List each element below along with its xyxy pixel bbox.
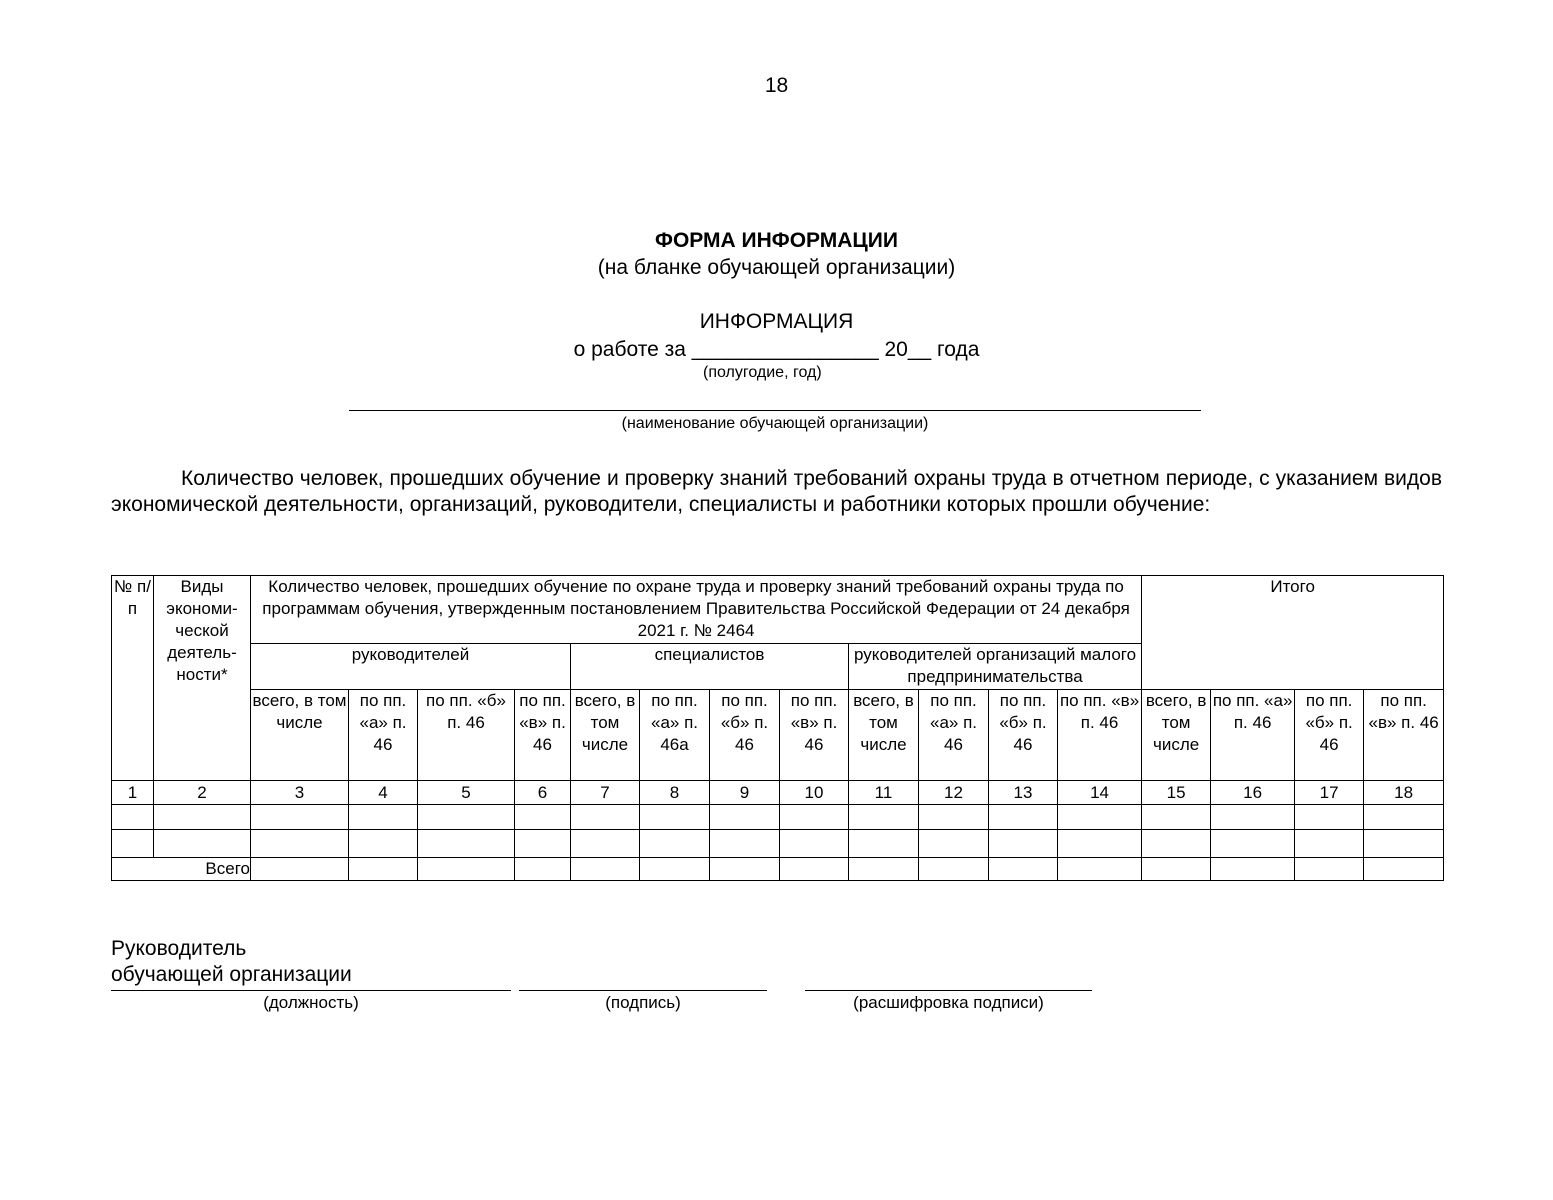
table-cell[interactable]: [154, 805, 251, 830]
table-cell[interactable]: [251, 805, 349, 830]
table-cell[interactable]: [1211, 805, 1295, 830]
table-cell[interactable]: [1295, 805, 1364, 830]
total-cell[interactable]: [349, 858, 418, 881]
table-cell[interactable]: [919, 830, 989, 858]
column-number: 6: [515, 781, 571, 805]
header-leaf-col: по пп. «а» п. 46: [349, 690, 418, 781]
header-leaf-col: по пп. «б» п. 46: [1295, 690, 1364, 781]
column-number: 5: [418, 781, 515, 805]
header-group-total: Итого: [1142, 576, 1444, 690]
period-blank: ________________: [691, 338, 879, 361]
column-number: 10: [780, 781, 849, 805]
column-number: 15: [1142, 781, 1211, 805]
period-year: 20__ года: [884, 338, 980, 361]
table-cell[interactable]: [112, 830, 154, 858]
table-cell[interactable]: [418, 830, 515, 858]
table-cell[interactable]: [710, 830, 780, 858]
decoding-hint: (расшифровка подписи): [853, 993, 1044, 1012]
column-number: 13: [989, 781, 1058, 805]
period-hint: (полугодие, год): [703, 364, 822, 381]
total-cell[interactable]: [571, 858, 640, 881]
table-cell[interactable]: [418, 805, 515, 830]
header-sub-specialists: специалистов: [571, 644, 849, 690]
column-number: 14: [1058, 781, 1142, 805]
table-cell[interactable]: [849, 805, 919, 830]
table-cell[interactable]: [989, 830, 1058, 858]
header-leaf-col: по пп. «в» п. 46: [515, 690, 571, 781]
signature-line: [519, 990, 767, 991]
column-number: 7: [571, 781, 640, 805]
column-number: 4: [349, 781, 418, 805]
header-leaf-col: по пп. «в» п. 46: [1364, 690, 1444, 781]
signature-head-label: [111, 936, 511, 988]
header-leaf-col: всего, в том числе: [571, 690, 640, 781]
column-number: 3: [251, 781, 349, 805]
table-cell[interactable]: [251, 830, 349, 858]
header-leaf-col: всего, в том числе: [1142, 690, 1211, 781]
total-cell[interactable]: [251, 858, 349, 881]
header-activity: Виды экономи-ческой деятель-ности*: [154, 576, 251, 781]
total-cell[interactable]: [849, 858, 919, 881]
column-number: 12: [919, 781, 989, 805]
table-cell[interactable]: [515, 830, 571, 858]
total-cell[interactable]: [1058, 858, 1142, 881]
form-title: ФОРМА ИНФОРМАЦИИ: [655, 229, 898, 252]
table-row: [112, 830, 1444, 858]
column-number: 1: [112, 781, 154, 805]
total-cell[interactable]: [989, 858, 1058, 881]
header-sub-managers: руководителей: [251, 644, 571, 690]
table-cell[interactable]: [1295, 830, 1364, 858]
form-subtitle: (на бланке обучающей организации): [597, 256, 956, 279]
info-title: ИНФОРМАЦИЯ: [699, 310, 854, 333]
header-num: № п/п: [112, 576, 154, 781]
total-cell[interactable]: [1142, 858, 1211, 881]
table-cell[interactable]: [1364, 830, 1444, 858]
header-leaf-col: по пп. «в» п. 46: [780, 690, 849, 781]
total-cell[interactable]: [1295, 858, 1364, 881]
intro-paragraph: Количество человек, прошедших обучение и проверку знаний требований охраны труда в отчетном периоде, с указанием видов экономической деятельности, организаций, руководители, специалисты и работники которых прошли обучение:: [111, 467, 1442, 516]
table-cell[interactable]: [780, 830, 849, 858]
table-cell[interactable]: [710, 805, 780, 830]
head-line2: обучающей организации: [111, 963, 352, 986]
table-cell[interactable]: [989, 805, 1058, 830]
header-leaf-col: по пп. «а» п. 46: [919, 690, 989, 781]
column-number: 11: [849, 781, 919, 805]
column-number: 18: [1364, 781, 1444, 805]
total-cell[interactable]: [1364, 858, 1444, 881]
org-name-hint: (наименование обучающей организации): [621, 415, 929, 432]
table-cell[interactable]: [1142, 830, 1211, 858]
total-cell[interactable]: [919, 858, 989, 881]
total-cell[interactable]: [640, 858, 710, 881]
head-line1: Руководитель: [111, 937, 247, 960]
header-sub-small-business: руководителей организаций малого предпринимательства: [849, 644, 1142, 690]
position-line: [111, 990, 511, 991]
header-leaf-col: по пп. «а» п. 46а: [640, 690, 710, 781]
header-leaf-col: по пп. «в» п. 46: [1058, 690, 1142, 781]
table-cell[interactable]: [849, 830, 919, 858]
header-leaf-col: всего, в том числе: [849, 690, 919, 781]
column-number: 9: [710, 781, 780, 805]
table-cell[interactable]: [919, 805, 989, 830]
table-cell[interactable]: [1058, 830, 1142, 858]
column-number: 8: [640, 781, 710, 805]
position-hint: (должность): [263, 993, 359, 1012]
column-number: 17: [1295, 781, 1364, 805]
table-cell[interactable]: [1211, 830, 1295, 858]
total-cell[interactable]: [710, 858, 780, 881]
table-cell[interactable]: [154, 830, 251, 858]
column-number: 16: [1211, 781, 1295, 805]
table-row: [112, 805, 1444, 830]
table-cell[interactable]: [515, 805, 571, 830]
header-leaf-col: по пп. «а» п. 46: [1211, 690, 1295, 781]
table-cell[interactable]: [571, 830, 640, 858]
header-leaf-col: по пп. «б» п. 46: [989, 690, 1058, 781]
table-cell[interactable]: [349, 830, 418, 858]
report-table: [111, 575, 1444, 881]
period-line: [0, 338, 1553, 362]
table-cell[interactable]: [349, 805, 418, 830]
total-label: Всего: [112, 858, 251, 881]
header-leaf-col: всего, в том числе: [251, 690, 349, 781]
total-cell[interactable]: [418, 858, 515, 881]
period-prefix: о работе за: [573, 338, 686, 361]
header-leaf-col: по пп. «б» п. 46: [418, 690, 515, 781]
table-cell[interactable]: [640, 830, 710, 858]
table-cell[interactable]: [112, 805, 154, 830]
column-number: 2: [154, 781, 251, 805]
table-cell[interactable]: [780, 805, 849, 830]
total-cell[interactable]: [1211, 858, 1295, 881]
total-cell[interactable]: [780, 858, 849, 881]
table-cell[interactable]: [1058, 805, 1142, 830]
table-cell[interactable]: [1364, 805, 1444, 830]
table-cell[interactable]: [640, 805, 710, 830]
decoding-line: [805, 990, 1092, 991]
table-cell[interactable]: [1142, 805, 1211, 830]
table-cell[interactable]: [571, 805, 640, 830]
header-group-main: Количество человек, прошедших обучение по охране труда и проверку знаний требований охраны труда по программам обучения, утвержденным постановлением Правительства Российской Федерации от 24 декабря 2021 г. № 2464: [251, 576, 1142, 644]
total-cell[interactable]: [515, 858, 571, 881]
page-number: 18: [764, 74, 789, 97]
signature-hint: (подпись): [605, 993, 681, 1012]
header-leaf-col: по пп. «б» п. 46: [710, 690, 780, 781]
org-name-line: [349, 410, 1201, 411]
